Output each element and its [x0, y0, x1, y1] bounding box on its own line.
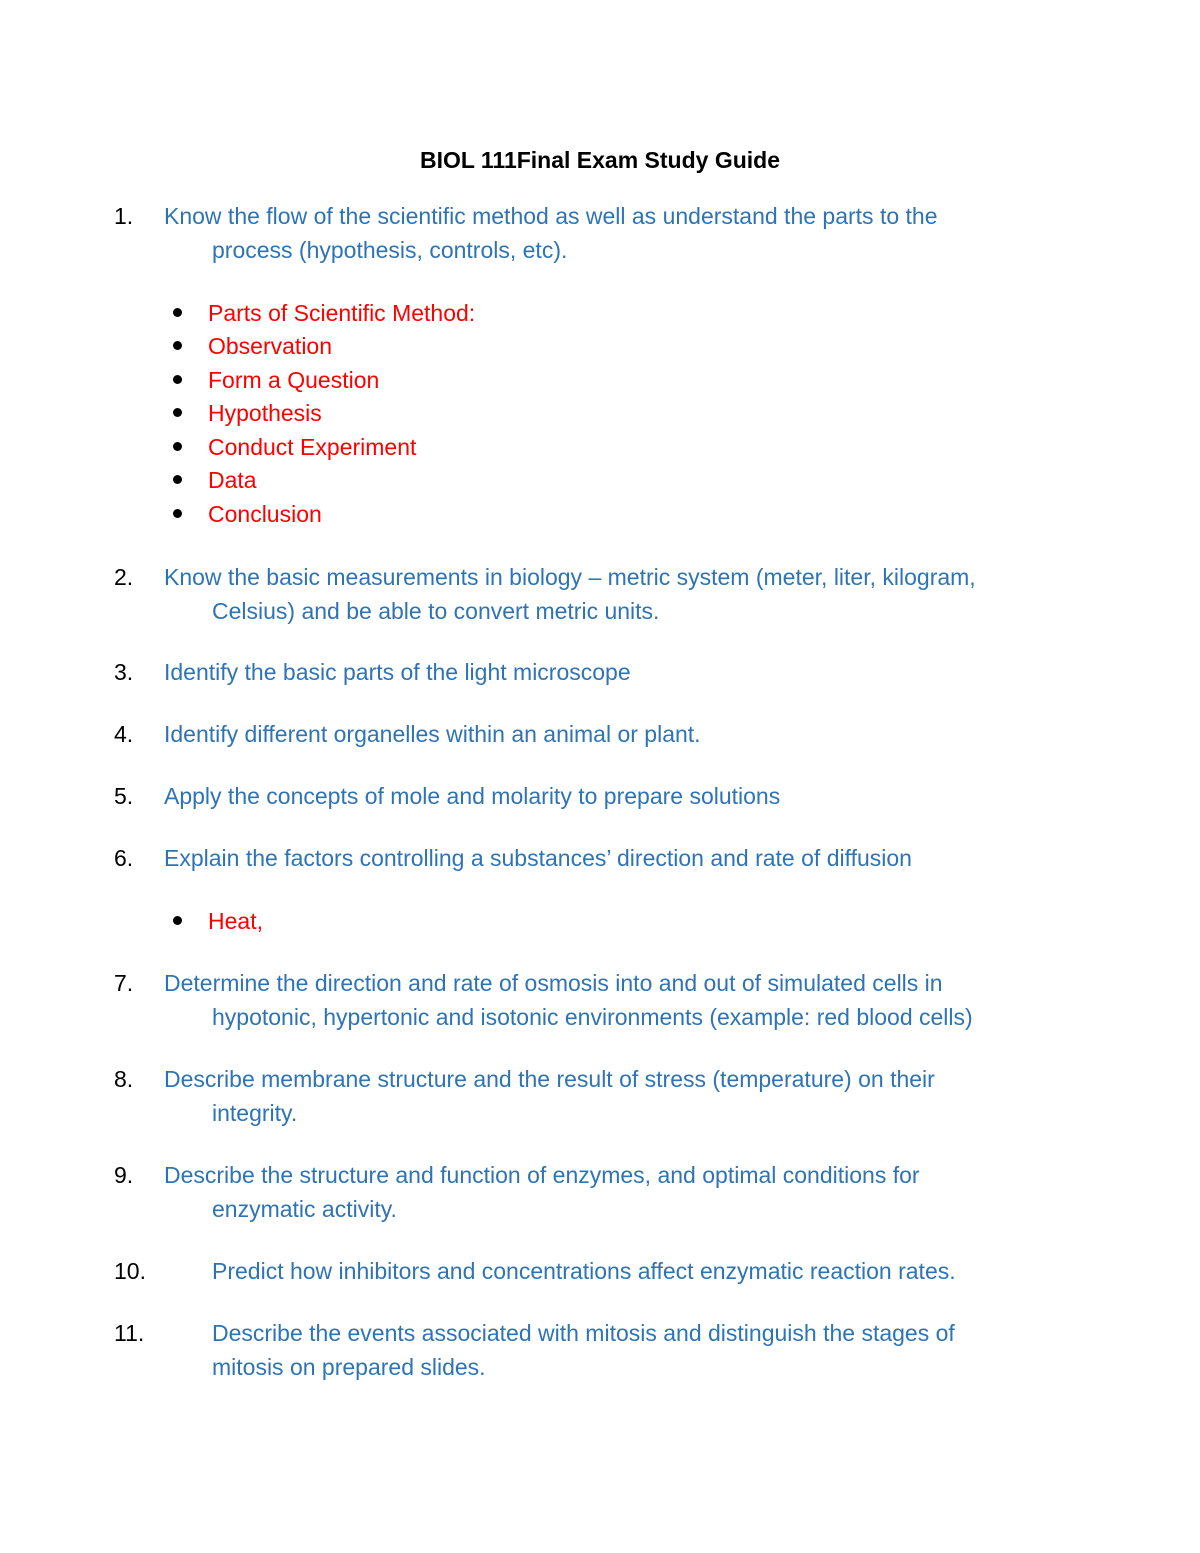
bullet-icon — [173, 341, 182, 350]
bullet-text: Observation — [208, 333, 333, 359]
bullet-item — [173, 430, 416, 464]
item-text: Describe the events associated with mitosis and distinguish the stages of — [212, 1320, 955, 1346]
item-number: 8. — [114, 1066, 134, 1092]
bullet-item — [173, 363, 379, 397]
bullet-icon — [173, 308, 182, 317]
bullet-icon — [173, 375, 182, 384]
item-text: Describe membrane structure and the result of stress (temperature) on their — [164, 1066, 935, 1092]
bullet-item — [173, 329, 332, 363]
list-item-6 — [114, 841, 1074, 875]
bullet-text: Data — [208, 467, 257, 493]
list-item-1 — [114, 199, 1074, 267]
item-number: 3. — [114, 659, 134, 685]
item-text: Know the basic measurements in biology – metric system (meter, liter, kilogram, — [164, 564, 976, 590]
bullet-text: Conclusion — [208, 501, 322, 527]
bullet-icon — [173, 442, 182, 451]
item-number: 6. — [114, 845, 134, 871]
list-item-11 — [114, 1316, 1074, 1384]
item-text-continued: mitosis on prepared slides. — [212, 1354, 486, 1380]
item-number: 2. — [114, 564, 134, 590]
list-item-3 — [114, 655, 1074, 689]
item-text: Predict how inhibitors and concentrations affect enzymatic reaction rates. — [212, 1258, 956, 1284]
list-item-9 — [114, 1158, 1074, 1226]
bullet-item — [173, 396, 322, 430]
bullet-text: Form a Question — [208, 367, 380, 393]
item-text-continued: enzymatic activity. — [212, 1196, 397, 1222]
bullet-item — [173, 296, 475, 330]
item-text: Know the flow of the scientific method as well as understand the parts to the — [164, 203, 938, 229]
list-item-10 — [114, 1254, 1074, 1288]
item-number: 7. — [114, 970, 134, 996]
bullet-icon — [173, 916, 182, 925]
item-number: 10. — [114, 1258, 146, 1284]
item-number: 4. — [114, 721, 134, 747]
item-number: 9. — [114, 1162, 134, 1188]
item-text: Identify different organelles within an animal or plant. — [164, 721, 701, 747]
bullet-text: Heat, — [208, 908, 263, 934]
item-text-continued: integrity. — [212, 1100, 298, 1126]
item-number: 11. — [114, 1320, 145, 1346]
bullet-text: Parts of Scientific Method: — [208, 300, 476, 326]
bullet-icon — [173, 408, 182, 417]
bullet-text: Hypothesis — [208, 400, 322, 426]
item-text: Describe the structure and function of enzymes, and optimal conditions for — [164, 1162, 920, 1188]
item-number: 5. — [114, 783, 134, 809]
list-item-2 — [114, 560, 1074, 628]
item-text: Determine the direction and rate of osmosis into and out of simulated cells in — [164, 970, 943, 996]
item-text-continued: hypotonic, hypertonic and isotonic environments (example: red blood cells) — [212, 1004, 973, 1030]
item-text-continued: process (hypothesis, controls, etc). — [212, 237, 568, 263]
bullet-icon — [173, 509, 182, 518]
bullet-item — [173, 497, 322, 531]
bullet-item — [173, 904, 263, 938]
bullet-item — [173, 463, 257, 497]
list-item-8 — [114, 1062, 1074, 1130]
item-text: Identify the basic parts of the light microscope — [164, 659, 631, 685]
list-item-7 — [114, 966, 1074, 1034]
item-number: 1. — [114, 203, 134, 229]
bullet-icon — [173, 475, 182, 484]
bullet-text: Conduct Experiment — [208, 434, 417, 460]
page-title: BIOL 111Final Exam Study Guide — [419, 147, 781, 173]
item-text: Apply the concepts of mole and molarity to prepare solutions — [164, 783, 781, 809]
item-text: Explain the factors controlling a substances’ direction and rate of diffusion — [164, 845, 912, 871]
item-text-continued: Celsius) and be able to convert metric units. — [212, 598, 660, 624]
list-item-4 — [114, 717, 1074, 751]
list-item-5 — [114, 779, 1074, 813]
